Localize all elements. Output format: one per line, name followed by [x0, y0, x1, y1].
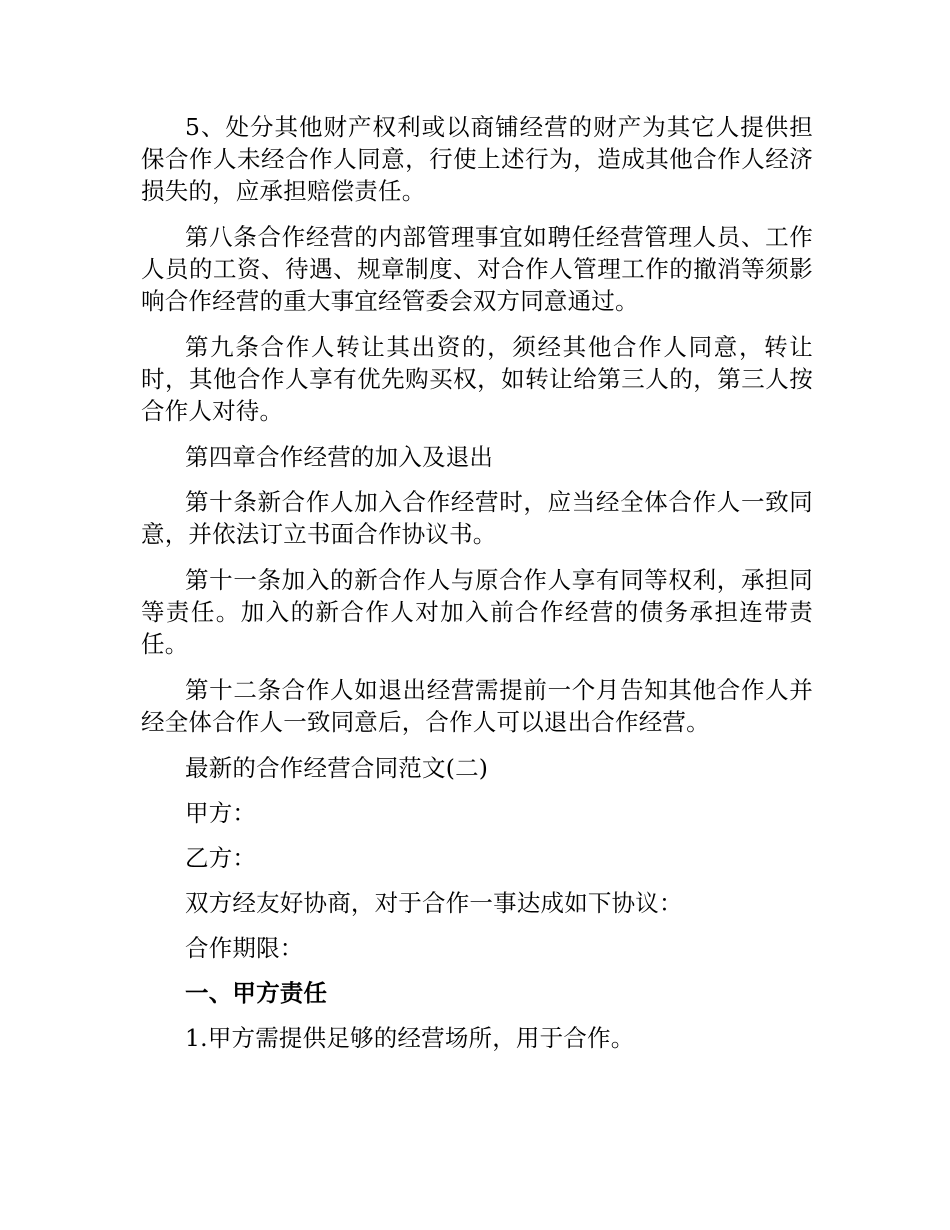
party-a-duty-1: 1.甲方需提供足够的经营场所，用于合作。 — [185, 1024, 635, 1052]
chapter-heading-4: 第四章合作经营的加入及退出 — [185, 443, 494, 471]
paragraph-article-9: 第九条合作人转让其出资的，须经其他合作人同意，转让时，其他合作人享有优先购买权，如转让给第三人的，第三人按合作人对待。 — [141, 333, 813, 425]
paragraph-clause-5: 5、处分其他财产权利或以商铺经营的财产为其它人提供担保合作人未经合作人同意，行使上述行为，造成其他合作人经济损失的，应承担赔偿责任。 — [141, 113, 813, 205]
section-heading-party-a: 一、甲方责任 — [185, 979, 328, 1007]
party-a-line: 甲方： — [185, 799, 257, 827]
contract-title: 最新的合作经营合同范文(二) — [185, 754, 489, 782]
paragraph-article-11: 第十一条加入的新合作人与原合作人享有同等权利，承担同等责任。加入的新合作人对加入前合作经营的债务承担连带责任。 — [141, 566, 813, 658]
document-body — [141, 111, 813, 1067]
term-line: 合作期限： — [185, 934, 304, 962]
agreement-intro: 双方经友好协商，对于合作一事达成如下协议： — [185, 889, 683, 917]
paragraph-article-8: 第八条合作经营的内部管理事宜如聘任经营管理人员、工作人员的工资、待遇、规章制度、对合作人管理工作的撤消等须影响合作经营的重大事宜经管委会双方同意通过。 — [141, 223, 813, 315]
party-b-line: 乙方： — [185, 844, 257, 872]
paragraph-article-12: 第十二条合作人如退出经营需提前一个月告知其他合作人并经全体合作人一致同意后，合作人可以退出合作经营。 — [141, 676, 813, 736]
paragraph-article-10: 第十条新合作人加入合作经营时，应当经全体合作人一致同意，并依法订立书面合作协议书。 — [141, 488, 813, 548]
